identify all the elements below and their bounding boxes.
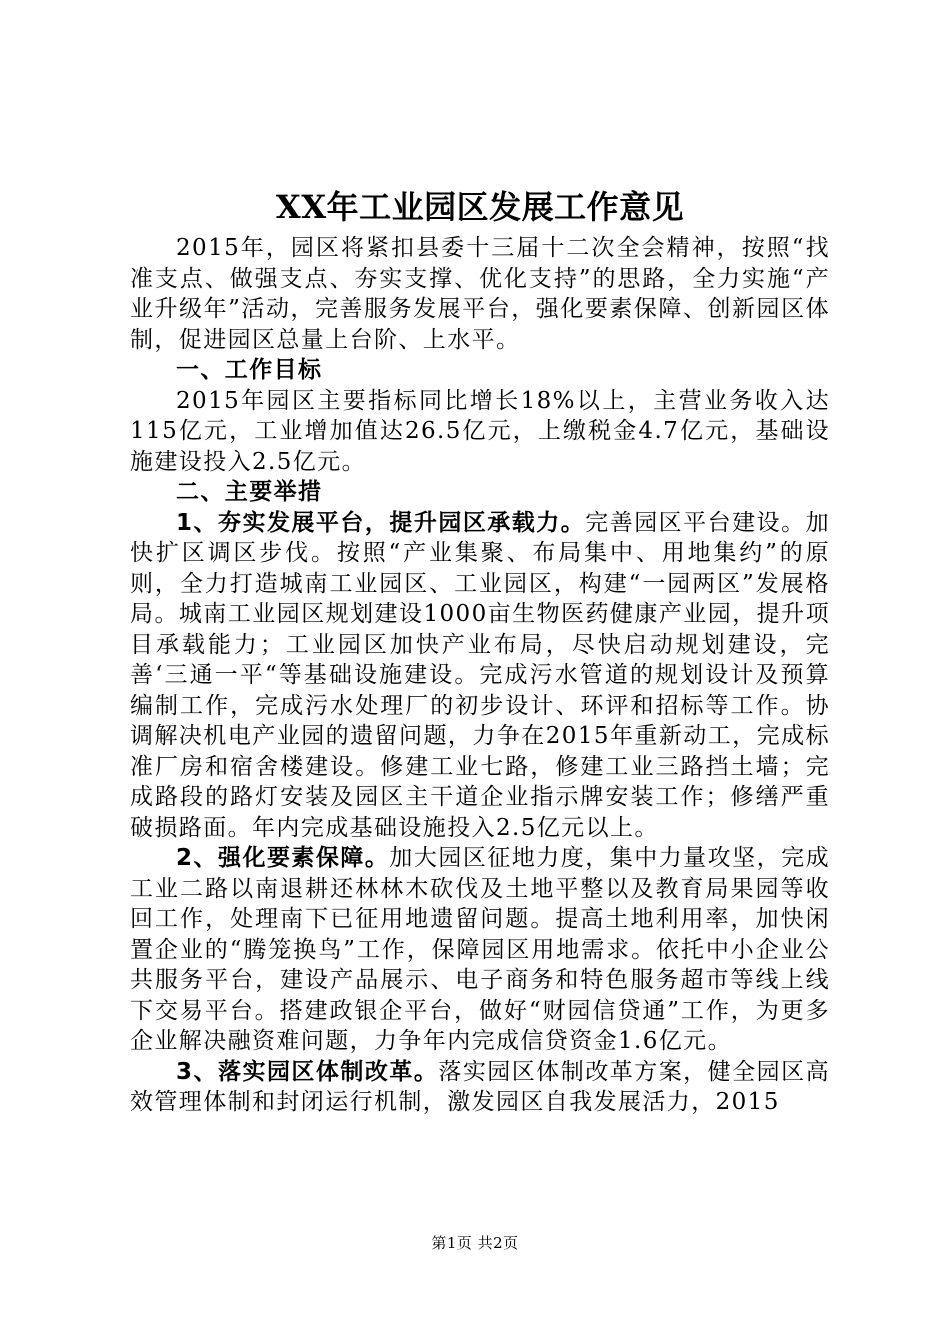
measure-item-2-text: 加大园区征地力度，集中力量攻坚，完成工业二路以南退耕还林林木砍伐及土地平整以及教育局果园等收回工作，处理南下已征用地遗留问题。提高土地利用率，加快闲置企业的“腾笼换鸟”工作，保障园区用地需求。依托中小企业公共服务平台，建设产品展示、电子商务和特色服务超市等线上线下交易平台。搭建政银企平台，做好“财园信贷通”工作，为更多企业解决融资难问题，力争年内完成信贷资金1.6亿元。 (130, 845, 831, 1054)
goals-paragraph: 2015年园区主要指标同比增长18%以上，主营业务收入达115亿元，工业增加值达26.5亿元，上缴税金4.7亿元，基础设施建设投入2.5亿元。 (130, 387, 830, 475)
section-heading-measures: 二、主要举措 (176, 479, 323, 505)
measure-item-3-lead: 3、落实园区体制改革。 (176, 1058, 439, 1085)
page-number-footer: 第1页 共2页 (431, 1234, 519, 1252)
section-heading-goals: 一、工作目标 (176, 357, 323, 383)
measure-item-2-lead: 2、强化要素保障。 (176, 845, 390, 871)
intro-paragraph: 2015年，园区将紧扣县委十三届十二次全会精神，按照“找准支点、做强支点、夯实支撑、优化支持”的思路，全力实施“产业升级年”活动，完善服务发展平台，强化要素保障、创新园区体制，促进园区总量上台阶、上水平。 (130, 235, 830, 353)
measure-item-1-text: 完善园区平台建设。加快扩区调区步伐。按照“产业集聚、布局集中、用地集约”的原则，全力打造城南工业园区、工业园区，构建“一园两区”发展格局。城南工业园区规划建设1000亩生物医药健康产业园，提升项目承载能力；工业园区加快产业布局，尽快启动规划建设，完善‘三通一平“等基础设施建设。完成污水管道的规划设计及预算编制工作，完成污水处理厂的初步设计、环评和招标等工作。协调解决机电产业园的遗留问题，力争在2015年重新动工，完成标准厂房和宿舍楼建设。修建工业七路，修建工业三路挡土墙；完成路段的路灯安装及园区主干道企业指示牌安装工作；修缮严重破损路面。年内完成基础设施投入2.5亿元以上。 (130, 509, 830, 841)
measure-item-2 (130, 843, 830, 1057)
document-title: XX年工业园区发展工作意见 (275, 188, 685, 226)
measure-item-1 (130, 508, 830, 844)
measure-item-3 (130, 1057, 830, 1118)
document-body (130, 187, 830, 1118)
measure-item-3-text: 落实园区体制改革方案，健全园区高效管理体制和封闭运行机制，激发园区自我发展活力，2015 (130, 1058, 831, 1115)
measure-item-1-lead: 1、夯实发展平台，提升园区承载力。 (176, 509, 586, 536)
